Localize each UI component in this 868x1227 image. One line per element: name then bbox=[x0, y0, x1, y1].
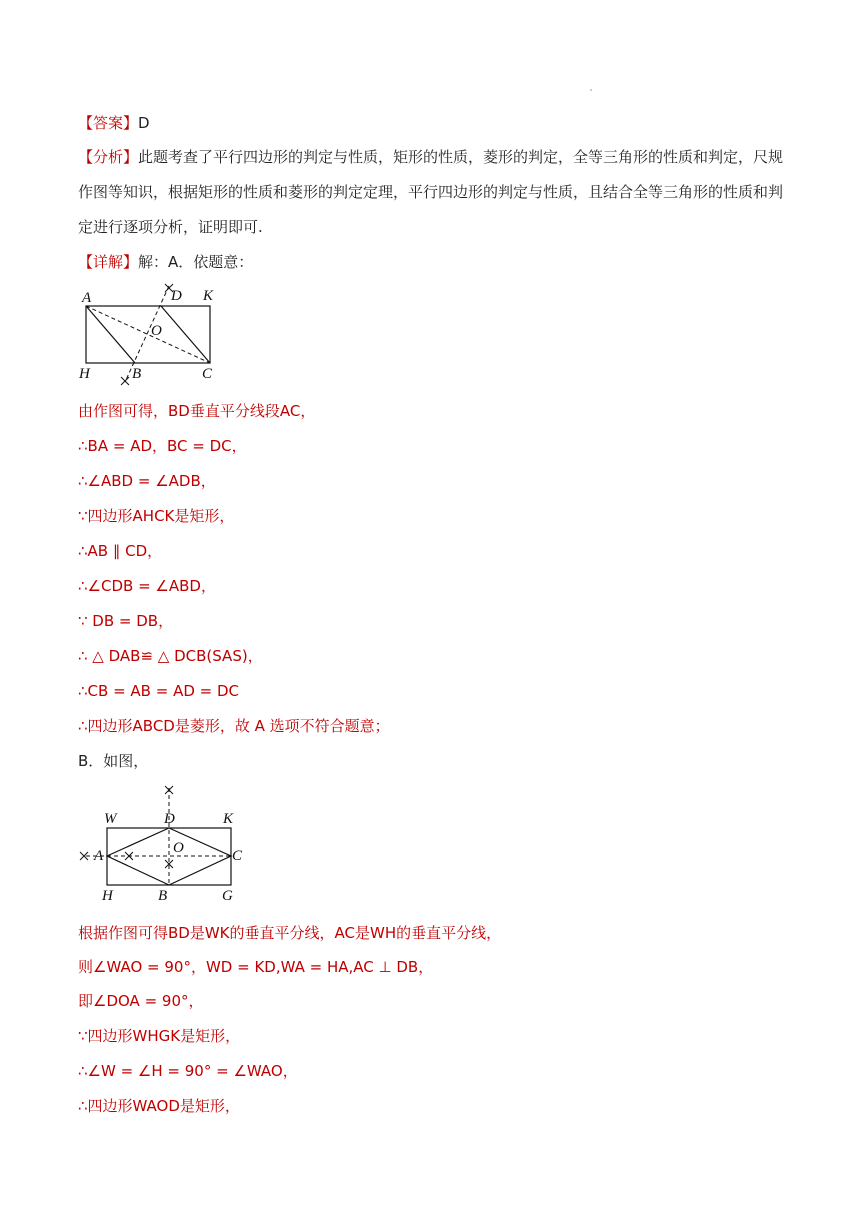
answer-label: 【答案】 bbox=[78, 114, 139, 132]
fig2-label-g: G bbox=[222, 888, 233, 904]
fig2-label-w: W bbox=[104, 811, 117, 827]
part-a-line-4: ∵四边形AHCK是矩形， bbox=[78, 507, 235, 525]
part-b-line-1: 根据作图可得BD是WK的垂直平分线，AC是WH的垂直平分线， bbox=[78, 924, 502, 942]
part-a-line-2: ∴BA = AD，BC = DC， bbox=[78, 437, 247, 455]
part-a-line-10: ∴四边形ABCD是菱形，故 A 选项不符合题意； bbox=[78, 717, 390, 735]
fig1-label-d: D bbox=[171, 288, 182, 304]
part-a-line-6: ∴∠CDB = ∠ABD， bbox=[78, 577, 216, 595]
part-b-line-2: 则∠WAO = 90°，WD = KD,WA = HA,AC ⊥ DB， bbox=[78, 958, 434, 976]
fig1-label-a: A bbox=[82, 290, 92, 306]
part-b-title: B．如图， bbox=[78, 752, 149, 770]
part-b-line-5: ∴∠W = ∠H = 90° = ∠WAO， bbox=[78, 1062, 298, 1080]
fig1-label-c: C bbox=[202, 366, 213, 382]
fig1-label-b: B bbox=[132, 366, 142, 382]
detail-label: 【详解】 bbox=[78, 253, 139, 271]
fig2-label-k: K bbox=[223, 811, 234, 827]
fig1-label-k: K bbox=[203, 288, 214, 304]
fig2-label-o: O bbox=[173, 840, 184, 856]
fig2-label-c: C bbox=[232, 848, 243, 864]
part-a-line-8: ∴ △ DAB≌ △ DCB(SAS)， bbox=[78, 647, 263, 665]
part-b-line-6: ∴四边形WAOD是矩形， bbox=[78, 1097, 240, 1115]
figure-rectangle-rhombus-1 bbox=[76, 280, 226, 388]
analysis-paragraph bbox=[78, 140, 790, 245]
part-b-line-3: 即∠DOA = 90°， bbox=[78, 992, 204, 1010]
part-a-line-7: ∵ DB = DB， bbox=[78, 612, 174, 630]
answer-value: D bbox=[138, 114, 150, 132]
part-a-line-3: ∴∠ABD = ∠ADB， bbox=[78, 472, 216, 490]
page-speck bbox=[590, 89, 592, 91]
fig2-label-h: H bbox=[102, 888, 113, 904]
detail-line bbox=[78, 251, 798, 273]
fig1-label-h: H bbox=[79, 366, 90, 382]
answer-line bbox=[78, 112, 798, 134]
fig2-label-a: A bbox=[94, 848, 104, 864]
fig2-label-d: D bbox=[164, 811, 175, 827]
part-b-line-4: ∵四边形WHGK是矩形， bbox=[78, 1027, 241, 1045]
part-a-line-9: ∴CB = AB = AD = DC bbox=[78, 682, 240, 700]
analysis-label: 【分析】 bbox=[78, 148, 139, 166]
part-a-line-1: 由作图可得，BD垂直平分线段AC， bbox=[78, 402, 316, 420]
fig1-label-o: O bbox=[151, 323, 162, 339]
analysis-text: 此题考查了平行四边形的判定与性质，矩形的性质，菱形的判定，全等三角形的性质和判定，尺规作图等知识，根据矩形的性质和菱形的判定定理，平行四边形的判定与性质，且结合全等三角形的性质和判定进行逐项分析，证明即可. bbox=[78, 148, 784, 236]
fig2-label-b: B bbox=[158, 888, 168, 904]
detail-text: 解：A．依题意： bbox=[138, 253, 254, 271]
figure-rectangle-rhombus-2 bbox=[76, 782, 251, 904]
part-a-line-5: ∴AB ∥ CD， bbox=[78, 542, 163, 560]
